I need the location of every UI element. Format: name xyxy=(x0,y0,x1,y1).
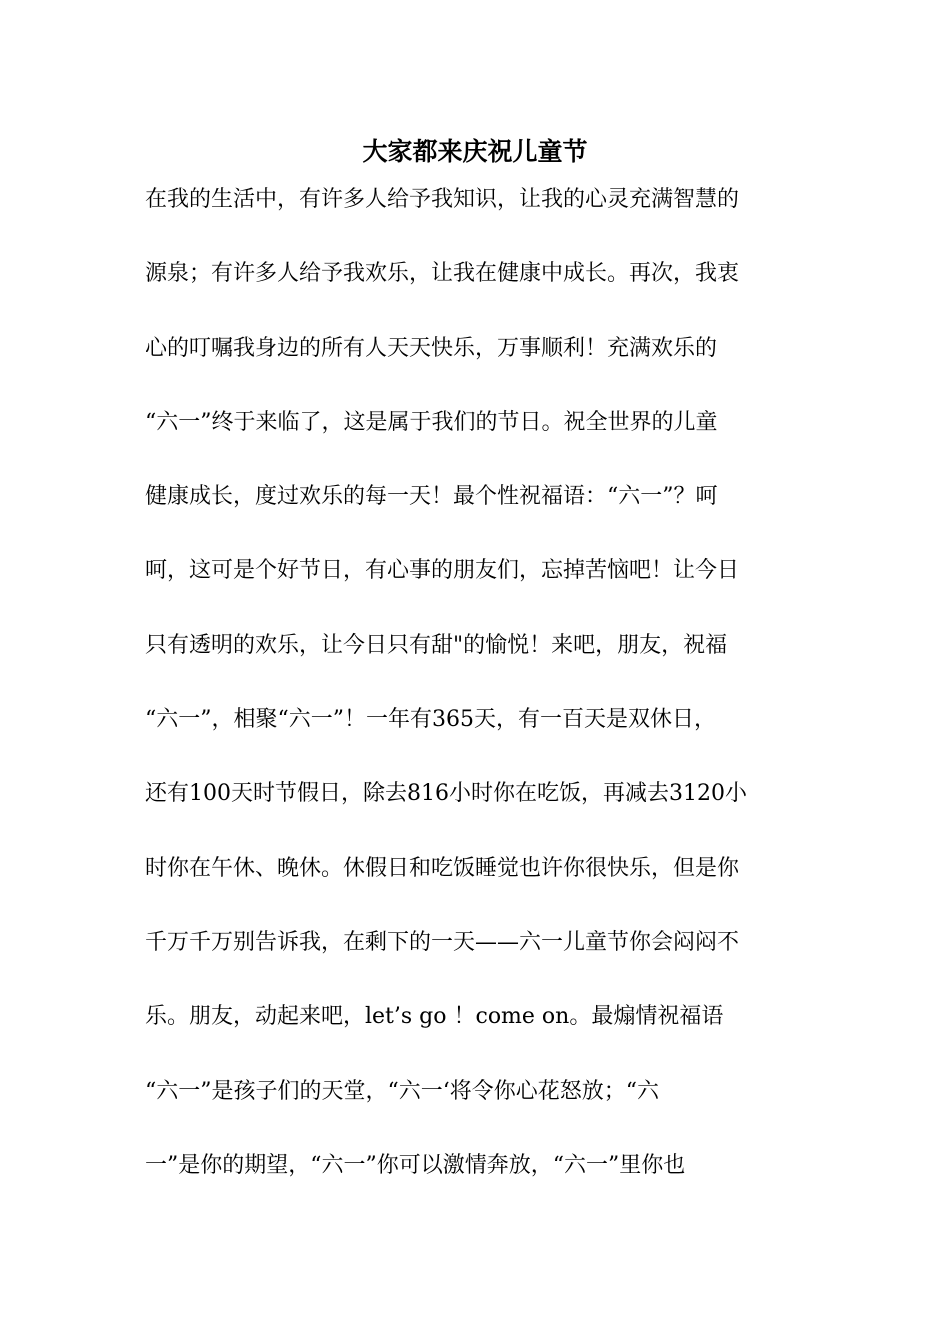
text-line: 健康成长，度过欢乐的每一天！最个性祝福语：“六一”？呵 xyxy=(145,484,718,510)
text-line: 千万千万别告诉我，在剩下的一天——六一儿童节你会闷闷不 xyxy=(145,929,740,955)
text-line: 一”是你的期望，“六一”你可以激情奔放，“六一”里你也 xyxy=(145,1152,686,1178)
text-line: “六一”终于来临了，这是属于我们的节日。祝全世界的儿童 xyxy=(145,409,718,435)
document-body xyxy=(145,178,825,1218)
text-line: 乐。朋友，动起来吧，let’s go ！come on。最煽情祝福语 xyxy=(145,1004,724,1030)
text-line: 呵，这可是个好节日，有心事的朋友们，忘掉苦恼吧！让今日 xyxy=(145,558,740,584)
text-line: 时你在午休、晚休。休假日和吃饭睡觉也许你很快乐，但是你 xyxy=(145,855,740,881)
text-line: 心的叮嘱我身边的所有人天天快乐，万事顺利！充满欢乐的 xyxy=(145,335,718,361)
text-line: 还有100天时节假日，除去816小时你在吃饭，再减去3120小 xyxy=(145,781,747,807)
document-title: 大家都来庆祝儿童节 xyxy=(362,137,588,166)
text-line: “六一”是孩子们的天堂，“六一‘将令你心花怒放；“六 xyxy=(145,1078,659,1104)
text-line: 源泉；有许多人给予我欢乐，让我在健康中成长。再次，我衷 xyxy=(145,261,740,287)
text-line: “六一”，相聚“六一”！一年有365天，有一百天是双休日， xyxy=(145,707,716,733)
text-line: 在我的生活中，有许多人给予我知识，让我的心灵充满智慧的 xyxy=(145,187,740,212)
text-line: 只有透明的欢乐，让今日只有甜"的愉悦！来吧，朋友，祝福 xyxy=(145,632,728,658)
